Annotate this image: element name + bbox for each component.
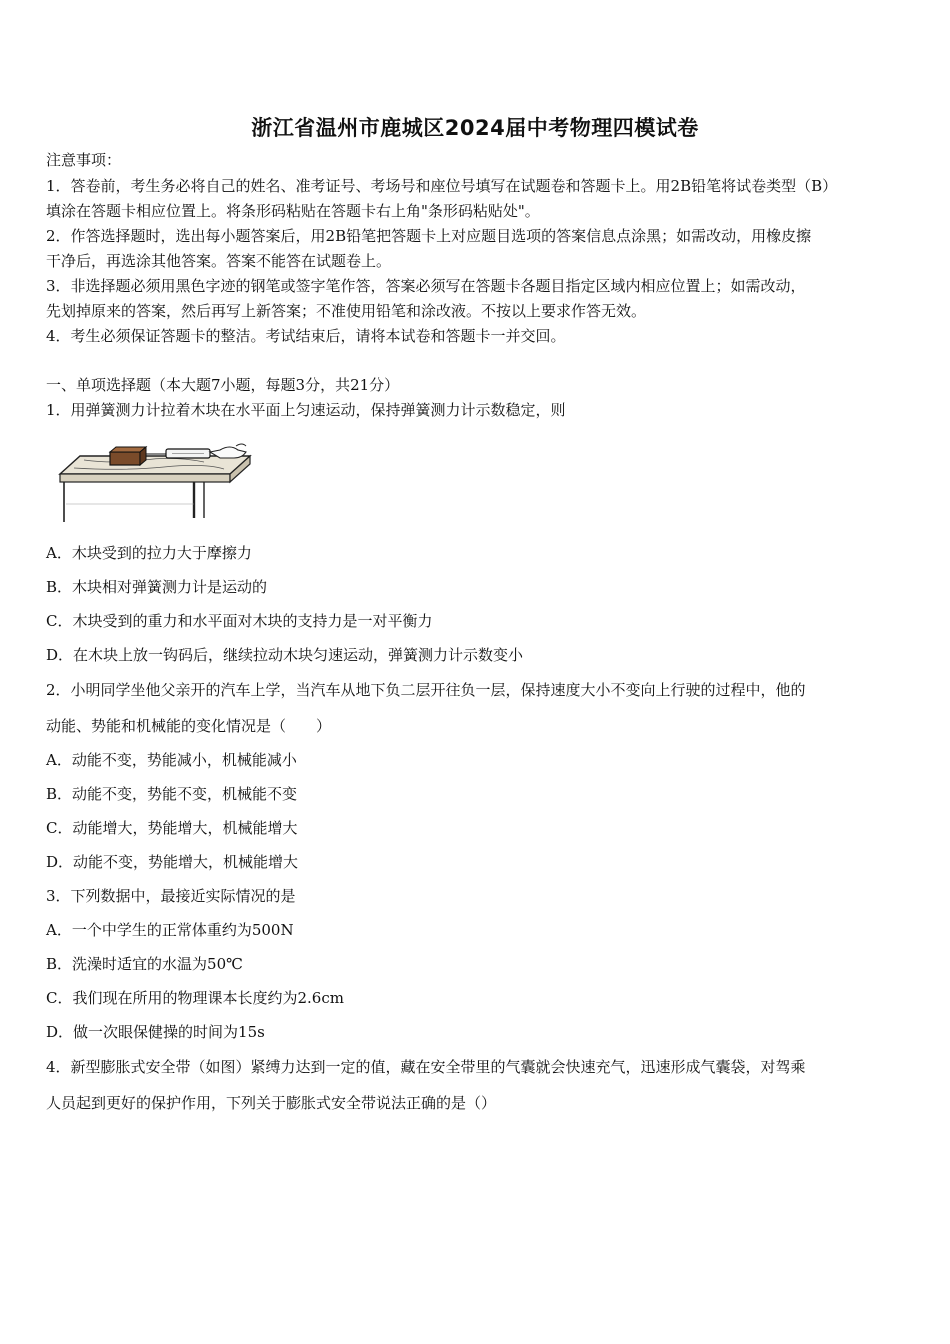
question-1-stem: 1．用弹簧测力计拉着木块在水平面上匀速运动，保持弹簧测力计示数稳定，则 bbox=[46, 401, 566, 419]
question-3-option: C．我们现在所用的物理课本长度约为2.6cm bbox=[46, 989, 344, 1007]
notice-line: 填涂在答题卡相应位置上。将条形码粘贴在答题卡右上角"条形码粘贴处"。 bbox=[46, 202, 540, 220]
spring-scale-block-figure bbox=[54, 438, 254, 522]
question-1-option: C．木块受到的重力和水平面对木块的支持力是一对平衡力 bbox=[46, 612, 433, 630]
question-1-option: A．木块受到的拉力大于摩擦力 bbox=[46, 544, 252, 562]
notice-heading: 注意事项： bbox=[46, 151, 122, 169]
question-3-option: B．洗澡时适宜的水温为50℃ bbox=[46, 955, 243, 973]
question-4-stem: 4．新型膨胀式安全带（如图）紧缚力达到一定的值，藏在安全带里的气囊就会快速充气，迅速形成气囊袋，对驾乘 bbox=[46, 1058, 806, 1076]
question-3-option: D．做一次眼保健操的时间为15s bbox=[46, 1023, 265, 1041]
notice-line: 先划掉原来的答案，然后再写上新答案；不准使用铅笔和涂改液。不按以上要求作答无效。 bbox=[46, 302, 647, 320]
notice-line: 4．考生必须保证答题卡的整洁。考试结束后，请将本试卷和答题卡一并交回。 bbox=[46, 327, 566, 345]
question-3-stem: 3．下列数据中，最接近实际情况的是 bbox=[46, 887, 296, 905]
wooden-block bbox=[110, 452, 140, 465]
notice-line: 2．作答选择题时，选出每小题答案后，用2B铅笔把答题卡上对应题目选项的答案信息点涂黑；如需改动，用橡皮擦 bbox=[46, 227, 812, 245]
question-3-option: A．一个中学生的正常体重约为500N bbox=[46, 921, 294, 939]
notice-line: 3．非选择题必须用黑色字迹的钢笔或签字笔作答，答案必须写在答题卡各题目指定区域内相应位置上；如需改动， bbox=[46, 277, 806, 295]
question-2-option: B．动能不变，势能不变，机械能不变 bbox=[46, 785, 298, 803]
question-2-stem: 2．小明同学坐他父亲开的汽车上学，当汽车从地下负二层开往负一层，保持速度大小不变向上行驶的过程中，他的 bbox=[46, 681, 806, 699]
notice-line: 1．答卷前，考生务必将自己的姓名、准考证号、考场号和座位号填写在试题卷和答题卡上。用2B铅笔将试卷类型（B） bbox=[46, 177, 838, 195]
question-4-stem: 人员起到更好的保护作用，下列关于膨胀式安全带说法正确的是（） bbox=[46, 1094, 497, 1112]
question-2-option: C．动能增大，势能增大，机械能增大 bbox=[46, 819, 298, 837]
table-edge bbox=[60, 474, 230, 482]
section-heading: 一、单项选择题（本大题7小题，每题3分，共21分） bbox=[46, 376, 400, 394]
question-1-option: B．木块相对弹簧测力计是运动的 bbox=[46, 578, 268, 596]
page-title: 浙江省温州市鹿城区2024届中考物理四模试卷 bbox=[251, 116, 699, 140]
question-2-option: A．动能不变，势能减小，机械能减小 bbox=[46, 751, 297, 769]
notice-line: 干净后，再选涂其他答案。答案不能答在试题卷上。 bbox=[46, 252, 392, 270]
question-2-option: D．动能不变，势能增大，机械能增大 bbox=[46, 853, 299, 871]
finger bbox=[236, 444, 246, 446]
question-1-option: D．在木块上放一钩码后，继续拉动木块匀速运动，弹簧测力计示数变小 bbox=[46, 646, 524, 664]
question-2-stem: 动能、势能和机械能的变化情况是（ ） bbox=[46, 717, 332, 735]
